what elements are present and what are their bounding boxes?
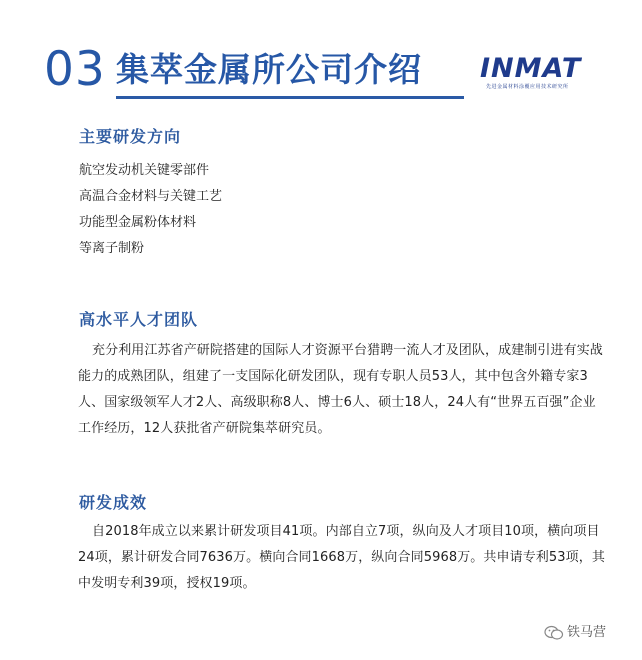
page-title: 集萃金属所公司介绍 xyxy=(116,50,422,89)
research-direction-list xyxy=(79,158,222,262)
results-paragraph: 自2018年成立以来累计研发项目41项。内部自立7项，纵向及人才项目10项，横向项目24项，累计研发合同7636万。横向合同1668万，纵向合同5968万。共申请专利53项，其中发明专利39项，授权19项。 xyxy=(78,524,605,591)
watermark-text: 铁马营 xyxy=(567,625,607,640)
section-number: 03 xyxy=(44,42,106,97)
wechat-icon xyxy=(544,625,564,641)
talent-team-heading: 高水平人才团队 xyxy=(79,310,199,329)
wechat-watermark xyxy=(544,622,634,644)
list-item: 高温合金材料与关键工艺 xyxy=(79,189,223,204)
results-heading: 研发成效 xyxy=(79,493,148,512)
talent-team-paragraph: 充分利用江苏省产研院搭建的国际人才资源平台猎聘一流人才及团队，成建制引进有实战能力的成熟团队，组建了一支国际化研发团队，现有专职人员53人，其中包含外籍专家3人、国家级领军人才2人、高级职称8人、博士6人、硕士18人，24人有“世界五百强”企业工作经历，12人获批省产研院集萃研究员。 xyxy=(78,343,603,436)
list-item: 等离子制粉 xyxy=(79,241,145,256)
title-underline xyxy=(116,96,464,99)
inmat-logo xyxy=(480,53,600,90)
logo-text: INMAT xyxy=(480,53,582,84)
list-item: 功能型金属粉体材料 xyxy=(79,215,197,230)
logo-subtitle: 先进金属材料涂覆应用技术研究所 xyxy=(486,84,569,90)
list-item: 航空发动机关键零部件 xyxy=(79,163,210,178)
research-direction-heading: 主要研发方向 xyxy=(79,127,182,146)
